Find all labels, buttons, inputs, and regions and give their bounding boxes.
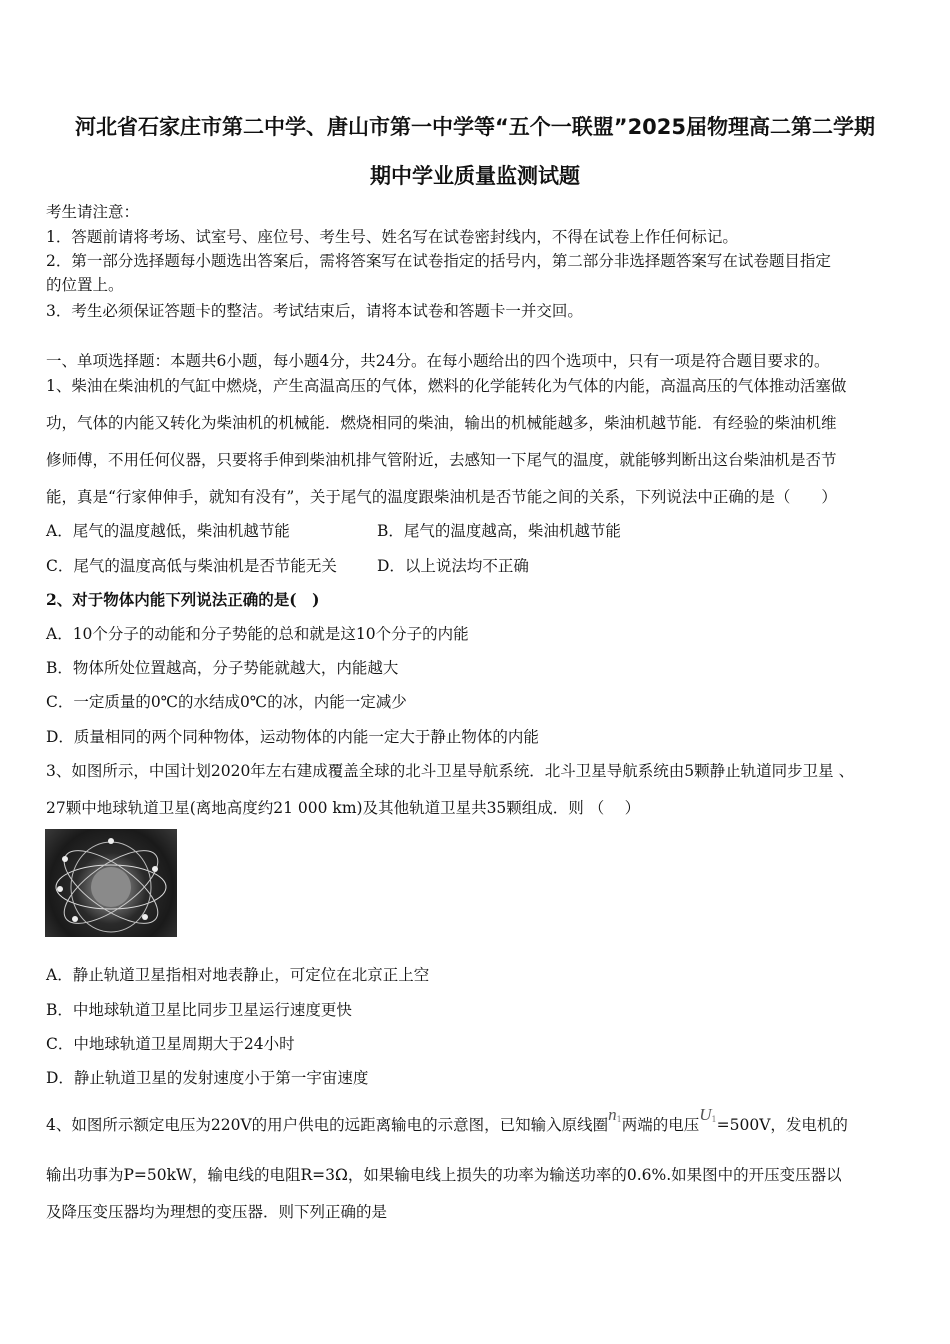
satellite-figure [45,829,177,937]
q3-stem: 27颗中地球轨道卫星(离地高度约21 000 km)及其他轨道卫星共35颗组成．则 （ ） [46,799,641,817]
q1-option-b: B．尾气的温度越高，柴油机越节能 [377,522,621,540]
q2-stem: 2、对于物体内能下列说法正确的是( ) [46,590,320,609]
notice-heading: 考生请注意： [46,203,140,221]
q4-stem: 输出功事为P=50kW，输电线的电阻R=3Ω，如果输电线上损失的功率为输送功率的0.6%.如果图中的开压变压器以 [46,1166,842,1184]
q2-option-d: D．质量相同的两个同种物体，运动物体的内能一定大于静止物体的内能 [46,728,539,746]
notice-item: 2．第一部分选择题每小题选出答案后，需将答案写在试卷指定的括号内，第二部分非选择题答案写在试卷题目指定 [46,252,831,270]
q3-option-a: A．静止轨道卫星指相对地表静止，可定位在北京正上空 [46,966,430,984]
section-heading: 一、单项选择题：本题共6小题，每小题4分，共24分。在每小题给出的四个选项中，只有一项是符合题目要求的。 [46,352,830,370]
notice-item: 的位置上。 [46,276,124,294]
q1-stem: 能，真是“行家伸伸手，就知有没有”，关于尾气的温度跟柴油机是否节能之间的关系，下列说法中正确的是（ ） [46,488,837,506]
q3-option-d: D．静止轨道卫星的发射速度小于第一宇宙速度 [46,1069,369,1087]
title-line1: 河北省石家庄市第二中学、唐山市第一中学等“五个一联盟”2025届物理高二第二学期 [74,115,876,139]
satellite-orbits-image [45,829,177,937]
q4-stem: 及降压变压器均为理想的变压器．则下列正确的是 [46,1203,388,1221]
q1-option-d: D．以上说法均不正确 [377,557,529,575]
notice-item: 3．考生必须保证答题卡的整洁。考试结束后，请将本试卷和答题卡一并交回。 [46,302,583,320]
q1-option-a: A．尾气的温度越低，柴油机越节能 [46,522,290,540]
q4-stem: 4、如图所示额定电压为220V的用户供电的远距离输电的示意图，已知输入原线圈$n^1$两端的电压$U^1=500V$，发电机的 [46,1105,848,1134]
q2-option-c: C．一定质量的0℃的水结成0℃的冰，内能一定减少 [46,693,407,711]
n1-symbol: n [608,1105,617,1124]
q3-option-c: C．中地球轨道卫星周期大于24小时 [46,1035,295,1053]
q2-option-b: B．物体所处位置越高，分子势能就越大，内能越大 [46,659,399,677]
notice-item: 1．答题前请将考场、试室号、座位号、考生号、姓名写在试卷密封线内，不得在试卷上作任何标记。 [46,228,738,246]
u1-symbol: U [699,1105,712,1124]
q1-stem: 修师傅，不用任何仪器，只要将手伸到柴油机排气管附近，去感知一下尾气的温度，就能够判断出这台柴油机是否节 [46,451,837,469]
title-line2: 期中学业质量监测试题 [370,164,580,188]
q3-stem: 3、如图所示，中国计划2020年左右建成覆盖全球的北斗卫星导航系统．北斗卫星导航系统由5颗静止轨道同步卫星 、 [46,762,855,780]
q1-stem: 1、柴油在柴油机的气缸中燃烧，产生高温高压的气体，燃料的化学能转化为气体的内能，高温高压的气体推动活塞做 [46,377,847,395]
q1-option-c: C．尾气的温度高低与柴油机是否节能无关 [46,557,337,575]
q3-option-b: B．中地球轨道卫星比同步卫星运行速度更快 [46,1001,352,1019]
q2-option-a: A．10个分子的动能和分子势能的总和就是这10个分子的内能 [46,625,469,643]
q1-stem: 功，气体的内能又转化为柴油机的机械能．燃烧相同的柴油，输出的机械能越多，柴油机越节能．有经验的柴油机维 [46,414,837,432]
